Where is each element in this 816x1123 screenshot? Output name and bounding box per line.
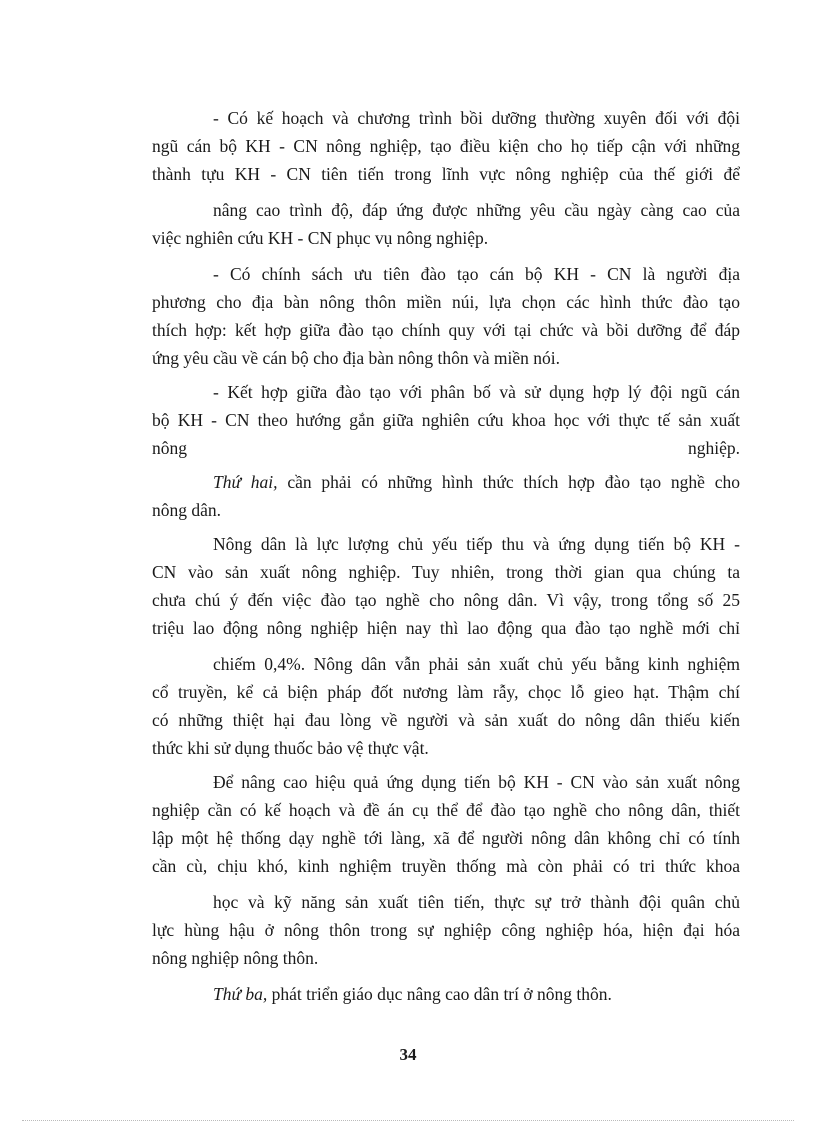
text-fragment: phát triển giáo dục nâng cao dân trí ở nông thôn.	[267, 984, 612, 1004]
page-number: 34	[399, 1045, 417, 1064]
text-line: thích hợp: kết hợp giữa đào tạo chính quy với tại chức và bồi dưỡng để đáp	[152, 320, 740, 340]
text-line: Nông dân là lực lượng chủ yếu tiếp thu và ứng dụng tiến bộ KH -	[213, 534, 740, 554]
text-line: phương cho địa bàn nông thôn miền núi, lựa chọn các hình thức đào tạo	[152, 292, 740, 312]
text-line: Để nâng cao hiệu quả ứng dụng tiến bộ KH - CN vào sản xuất nông	[213, 772, 740, 792]
text-line: CN vào sản xuất nông nghiệp. Tuy nhiên, trong thời gian qua chúng ta	[152, 562, 740, 582]
text-line: thức khi sử dụng thuốc bảo vệ thực vật.	[152, 738, 429, 758]
text-line	[213, 470, 740, 494]
italic-lead: Thứ hai,	[213, 472, 278, 492]
text-line: cổ truyền, kể cả biện pháp đốt nương làm rẫy, chọc lỗ gieo hạt. Thậm chí	[152, 682, 740, 702]
text-line: bộ KH - CN theo hướng gắn giữa nghiên cứu khoa học với thực tế sản xuất	[152, 410, 740, 430]
text-line: ngũ cán bộ KH - CN nông nghiệp, tạo điều kiện cho họ tiếp cận với những	[152, 136, 740, 156]
text-line: - Có chính sách ưu tiên đào tạo cán bộ KH - CN là người địa	[213, 264, 740, 284]
text-fragment: nông	[152, 438, 187, 458]
text-line: triệu lao động nông nghiệp hiện nay thì lao động qua đào tạo nghề mới chỉ	[152, 618, 740, 638]
text-line: nông dân.	[152, 500, 222, 520]
text-line: ứng yêu cầu về cán bộ cho địa bàn nông thôn và miền nói.	[152, 348, 560, 368]
text-line: - Có kế hoạch và chương trình bồi dưỡng thường xuyên đối với đội	[213, 108, 740, 128]
text-line: thành tựu KH - CN tiên tiến trong lĩnh vực nông nghiệp của thế giới để	[152, 164, 740, 184]
text-fragment: cần phải có những hình thức thích hợp đào tạo nghề cho	[277, 472, 740, 492]
text-line: nâng cao trình độ, đáp ứng được những yêu cầu ngày càng cao của	[213, 200, 740, 220]
text-line: nông nghiệp nông thôn.	[152, 948, 319, 968]
text-fragment: nghiệp.	[687, 438, 740, 458]
italic-lead: Thứ ba,	[213, 984, 268, 1004]
text-line	[152, 436, 740, 460]
footer-divider	[22, 1120, 794, 1121]
text-line: nghiệp cần có kế hoạch và đề án cụ thể để đào tạo nghề cho nông dân, thiết	[152, 800, 740, 820]
text-line: chiếm 0,4%. Nông dân vẫn phải sản xuất chủ yếu bằng kinh nghiệm	[213, 654, 740, 674]
text-line: lực hùng hậu ở nông thôn trong sự nghiệp công nghiệp hóa, hiện đại hóa	[152, 920, 740, 940]
text-line	[213, 982, 740, 1006]
text-line: học và kỹ năng sản xuất tiên tiến, thực sự trở thành đội quân chủ	[213, 892, 740, 912]
text-line: lập một hệ thống dạy nghề tới làng, xã để người nông dân không chỉ có tính	[152, 828, 740, 848]
text-line: việc nghiên cứu KH - CN phục vụ nông nghiệp.	[152, 228, 489, 248]
text-line: có những thiệt hại đau lòng về người và sản xuất do nông dân thiếu kiến	[152, 710, 740, 730]
text-line: - Kết hợp giữa đào tạo với phân bố và sử dụng hợp lý đội ngũ cán	[213, 382, 740, 402]
text-line: chưa chú ý đến việc đào tạo nghề cho nông dân. Vì vậy, trong tổng số 25	[152, 590, 740, 610]
text-line: cần cù, chịu khó, kinh nghiệm truyền thống mà còn phải có tri thức khoa	[152, 856, 740, 876]
